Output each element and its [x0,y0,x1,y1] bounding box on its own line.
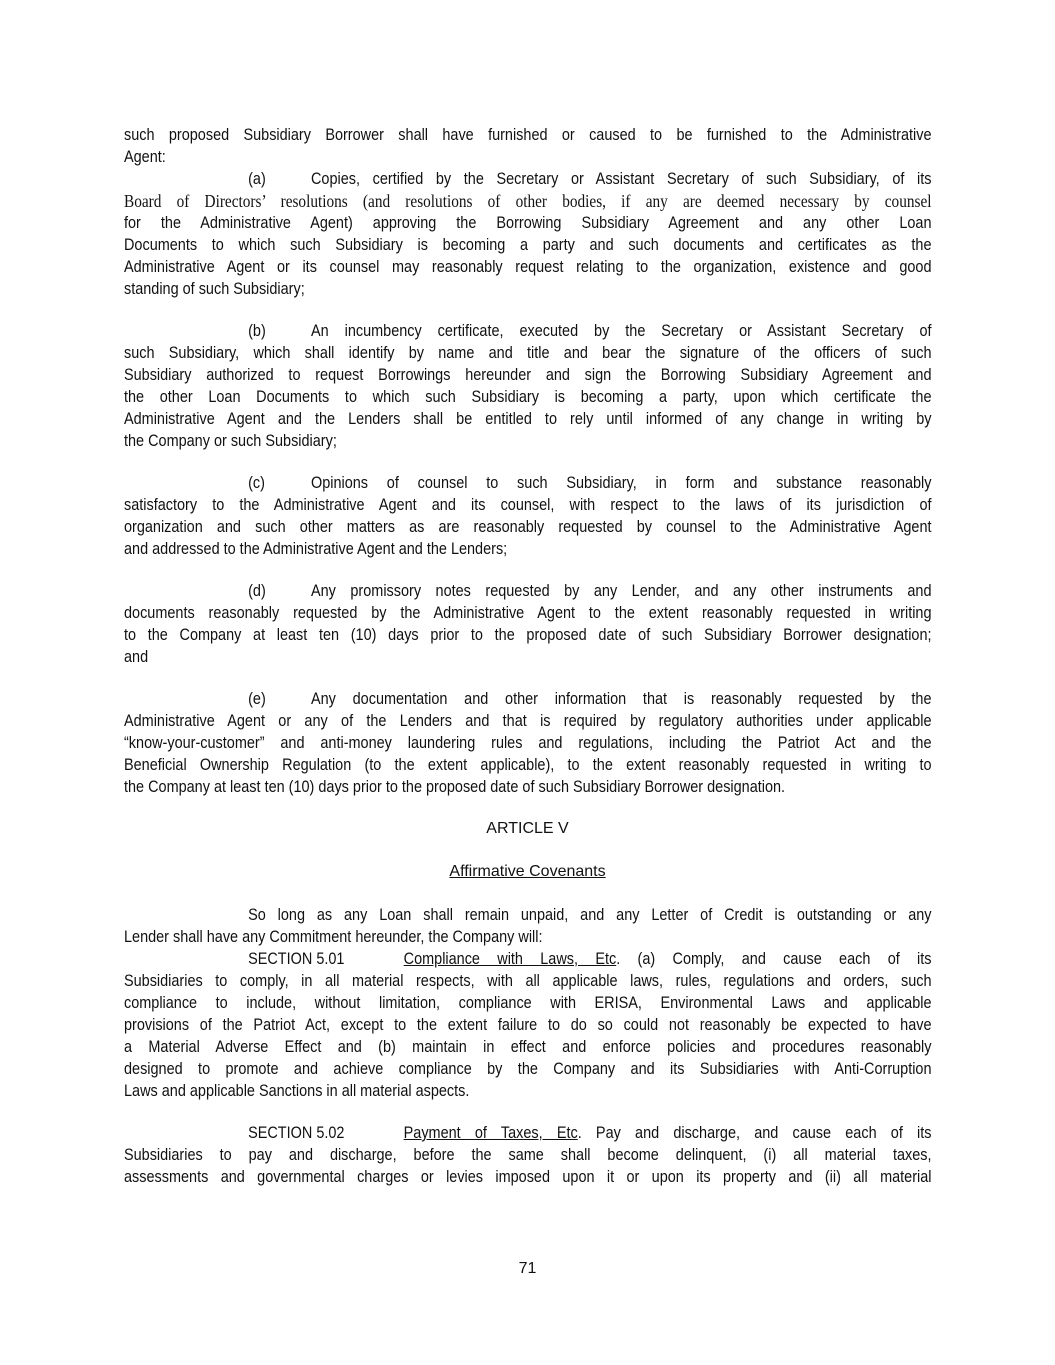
text-line: Administrative Agent or its counsel may reasonably request relating to the organization, existence and good [124,257,932,276]
text-line: a Material Adverse Effect and (b) maintain in effect and enforce policies and procedures reasonably [124,1037,932,1056]
section-number: SECTION 5.02 [248,1123,345,1142]
article-heading [124,818,931,840]
clause-text: Any promissory notes requested by any Lender, and any other instruments and [311,581,932,600]
text-line [124,472,932,494]
preamble-paragraph [124,904,931,948]
text-line: assessments and governmental charges or levies imposed upon it or upon its property and (ii) all material [124,1167,932,1186]
clause-text: An incumbency certificate, executed by the Secretary or Assistant Secretary of [311,321,932,340]
text-line: to the Company at least ten (10) days prior to the proposed date of such Subsidiary Borrower designation; [124,625,932,644]
clause-label: (b) [248,321,266,340]
clause-c [124,472,931,560]
section-heading: Payment of Taxes, Etc [403,1123,578,1142]
article-number: ARTICLE V [486,820,569,837]
section-heading: Compliance with Laws, Etc [403,949,617,968]
text-line [124,948,932,970]
text-line: So long as any Loan shall remain unpaid, and any Letter of Credit is outstanding or any [248,905,932,924]
clause-b [124,320,931,452]
section-text: . (a) Comply, and cause each of its [616,949,932,968]
text-line: compliance to include, without limitation, compliance with ERISA, Environmental Laws and applicable [124,993,932,1012]
clause-a [124,168,931,300]
text-line [124,168,932,190]
text-line [124,688,932,710]
text-line [124,320,932,342]
text-line: the Company at least ten (10) days prior to the proposed date of such Subsidiary Borrower designation. [124,777,786,796]
text-line: standing of such Subsidiary; [124,279,305,298]
text-line: and addressed to the Administrative Agent and the Lenders; [124,539,508,558]
text-line: Board of Directors’ resolutions (and resolutions of other bodies, if any are deemed necessary by counsel [124,191,932,211]
clause-label: (d) [248,581,266,600]
text-line: Subsidiaries to comply, in all material respects, with all applicable laws, rules, regulations and orders, such [124,971,932,990]
section-5.02 [124,1122,931,1188]
intro-paragraph [124,124,931,168]
section-text: . Pay and discharge, and cause each of its [577,1123,932,1142]
text-line: Administrative Agent or any of the Lenders and that is required by regulatory authorities under applicable [124,711,932,730]
text-line [124,580,932,602]
text-line: satisfactory to the Administrative Agent and its counsel, with respect to the laws of its jurisdiction of [124,495,932,514]
clause-text: Any documentation and other information that is reasonably requested by the [311,689,932,708]
text-line: such Subsidiary, which shall identify by name and title and bear the signature of the officers of such [124,343,932,362]
clause-label: (e) [248,689,266,708]
text-line [124,1122,932,1144]
section-number: SECTION 5.01 [248,949,345,968]
clause-label: (a) [248,169,266,188]
text-line: Documents to which such Subsidiary is becoming a party and such documents and certificates as the [124,235,932,254]
article-title: Affirmative Covenants [449,863,606,880]
text-line: Subsidiaries to pay and discharge, before the same shall become delinquent, (i) all material taxes, [124,1145,932,1164]
text-line: the Company or such Subsidiary; [124,431,337,450]
text-line: and [124,647,149,666]
clause-e [124,688,931,798]
text-line: Agent: [124,147,166,166]
text-line: Subsidiary authorized to request Borrowings hereunder and sign the Borrowing Subsidiary Agreement and [124,365,932,384]
text-line: designed to promote and achieve compliance by the Company and its Subsidiaries with Anti-Corruption [124,1059,932,1078]
text-line: such proposed Subsidiary Borrower shall have furnished or caused to be furnished to the Administrative [124,125,932,144]
text-line: Beneficial Ownership Regulation (to the extent applicable), to the extent reasonably requested in writing to [124,755,932,774]
text-line: organization and such other matters as are reasonably requested by counsel to the Administrative Agent [124,517,932,536]
clause-d [124,580,931,668]
text-line: “know-your-customer” and anti-money laundering rules and regulations, including the Patriot Act and the [124,733,932,752]
document-body [124,124,931,1188]
text-line: for the Administrative Agent) approving the Borrowing Subsidiary Agreement and any other Loan [124,213,932,232]
text-line: documents reasonably requested by the Administrative Agent to the extent reasonably requested in writing [124,603,932,622]
text-line: Administrative Agent and the Lenders shall be entitled to rely until informed of any change in writing by [124,409,932,428]
text-line: Laws and applicable Sanctions in all material aspects. [124,1081,470,1100]
section-5.01 [124,948,931,1102]
text-line: provisions of the Patriot Act, except to the extent failure to do so could not reasonably be expected to have [124,1015,932,1034]
page-number: 71 [518,1260,537,1277]
text-line: the other Loan Documents to which such Subsidiary is becoming a party, upon which certificate the [124,387,932,406]
clause-text: Copies, certified by the Secretary or Assistant Secretary of such Subsidiary, of its [311,169,932,188]
clause-label: (c) [248,473,265,492]
text-line: Lender shall have any Commitment hereunder, the Company will: [124,927,543,946]
clause-text: Opinions of counsel to such Subsidiary, in form and substance reasonably [311,473,932,492]
